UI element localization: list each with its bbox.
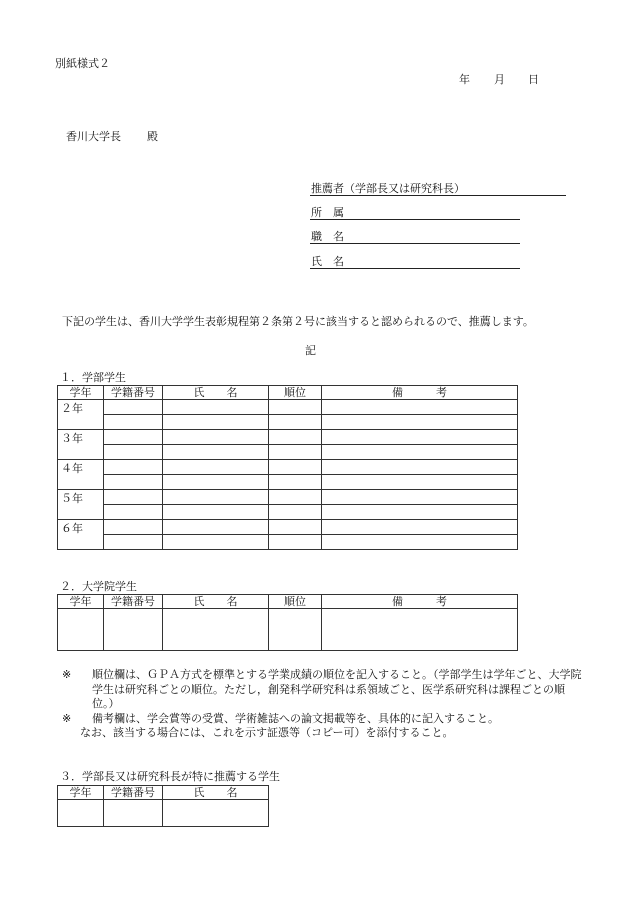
remarks-cell[interactable] xyxy=(322,460,518,475)
student-id-cell[interactable] xyxy=(104,475,163,490)
section2-title: ２．大学院学生 xyxy=(60,580,137,593)
remarks-cell[interactable] xyxy=(322,609,518,651)
rank-cell[interactable] xyxy=(269,460,322,475)
grade-cell[interactable] xyxy=(58,609,104,651)
remarks-cell[interactable] xyxy=(322,400,518,415)
note-remarks-instructions: 備考欄は、学会賞等の受賞、学術雑誌への論文掲載等を、具体的に記入すること。 xyxy=(92,711,499,725)
section3-title: ３．学部長又は研究科長が特に推薦する学生 xyxy=(60,770,280,783)
student-name-cell[interactable] xyxy=(163,490,269,505)
table-row xyxy=(58,505,518,520)
grade-label-4: ４年 xyxy=(58,460,104,490)
col-header-name: 氏 名 xyxy=(163,595,269,609)
date-year-label: 年 xyxy=(459,73,470,86)
name-label: 氏 名 xyxy=(311,255,344,268)
recommender-title-underline xyxy=(310,195,566,196)
student-id-cell[interactable] xyxy=(104,400,163,415)
grade-label-2: ２年 xyxy=(58,400,104,430)
col-header-grade: 学年 xyxy=(58,386,104,400)
remarks-cell[interactable] xyxy=(322,505,518,520)
remarks-cell[interactable] xyxy=(322,415,518,430)
grade-label-3: ３年 xyxy=(58,430,104,460)
table-row xyxy=(58,609,518,651)
name-field-line[interactable] xyxy=(310,268,520,269)
student-name-cell[interactable] xyxy=(163,445,269,460)
col-header-student-id: 学籍番号 xyxy=(104,595,163,609)
remarks-cell[interactable] xyxy=(322,475,518,490)
student-name-cell[interactable] xyxy=(163,475,269,490)
col-header-student-id: 学籍番号 xyxy=(104,386,163,400)
rank-cell[interactable] xyxy=(269,505,322,520)
remarks-cell[interactable] xyxy=(322,490,518,505)
rank-cell[interactable] xyxy=(269,415,322,430)
position-label: 職 名 xyxy=(311,230,344,243)
graduate-table xyxy=(57,594,518,651)
table-row xyxy=(58,475,518,490)
table-row xyxy=(58,415,518,430)
col-header-remarks: 備 考 xyxy=(322,595,518,609)
col-header-name: 氏 名 xyxy=(163,786,269,800)
student-name-cell[interactable] xyxy=(163,430,269,445)
student-name-cell[interactable] xyxy=(163,400,269,415)
table-row xyxy=(58,800,269,827)
note-mark: ※ xyxy=(62,668,72,681)
student-name-cell[interactable] xyxy=(163,460,269,475)
ki-heading: 記 xyxy=(305,344,316,357)
note-mark: ※ xyxy=(62,711,72,725)
table-row xyxy=(58,490,518,505)
remarks-cell[interactable] xyxy=(322,520,518,535)
undergraduate-table xyxy=(57,385,518,550)
rank-cell[interactable] xyxy=(269,445,322,460)
position-field-line[interactable] xyxy=(310,243,520,244)
form-label: 別紙様式２ xyxy=(55,57,110,70)
table-row xyxy=(58,535,518,550)
rank-cell[interactable] xyxy=(269,535,322,550)
rank-cell[interactable] xyxy=(269,430,322,445)
table-row xyxy=(58,430,518,445)
col-header-rank: 順位 xyxy=(269,595,322,609)
rank-cell[interactable] xyxy=(269,520,322,535)
col-header-student-id: 学籍番号 xyxy=(104,786,163,800)
grade-label-5: ５年 xyxy=(58,490,104,520)
student-id-cell[interactable] xyxy=(104,609,163,651)
note-attachment-instructions: なお、該当する場合には、これを示す証憑等（コピー可）を添付すること。 xyxy=(80,726,454,739)
student-id-cell[interactable] xyxy=(104,505,163,520)
student-id-cell[interactable] xyxy=(104,800,163,827)
remarks-cell[interactable] xyxy=(322,445,518,460)
notes-block xyxy=(62,668,582,741)
statement-text: 下記の学生は、香川大学学生表彰規程第２条第２号に該当すると認められるので、推薦します。 xyxy=(62,315,534,328)
student-name-cell[interactable] xyxy=(163,505,269,520)
special-recommendation-table xyxy=(57,785,269,827)
student-name-cell[interactable] xyxy=(163,609,269,651)
col-header-name: 氏 名 xyxy=(163,386,269,400)
table-row xyxy=(58,460,518,475)
date-month-label: 月 xyxy=(494,73,505,86)
grade-cell[interactable] xyxy=(58,800,104,827)
student-id-cell[interactable] xyxy=(104,415,163,430)
affiliation-field-line[interactable] xyxy=(310,219,520,220)
table-row xyxy=(58,400,518,415)
affiliation-label: 所 属 xyxy=(311,206,344,219)
rank-cell[interactable] xyxy=(269,609,322,651)
col-header-grade: 学年 xyxy=(58,786,104,800)
table-row xyxy=(58,520,518,535)
remarks-cell[interactable] xyxy=(322,535,518,550)
rank-cell[interactable] xyxy=(269,400,322,415)
col-header-grade: 学年 xyxy=(58,595,104,609)
rank-cell[interactable] xyxy=(269,475,322,490)
student-id-cell[interactable] xyxy=(104,430,163,445)
col-header-rank: 順位 xyxy=(269,386,322,400)
student-id-cell[interactable] xyxy=(104,520,163,535)
addressee-name: 香川大学長 xyxy=(66,130,121,143)
section1-title: １．学部学生 xyxy=(60,371,126,384)
note-rank-instructions: 順位欄は、ＧＰＡ方式を標準とする学業成績の順位を記入すること。（学部学生は学年ごと、大学院学生は研究科ごとの順位。ただし，創発科学研究科は系領域ごと、医学系研究科は課程ごとの順位。） xyxy=(92,668,582,710)
student-id-cell[interactable] xyxy=(104,445,163,460)
student-id-cell[interactable] xyxy=(104,490,163,505)
grade-label-6: ６年 xyxy=(58,520,104,550)
col-header-remarks: 備 考 xyxy=(322,386,518,400)
student-name-cell[interactable] xyxy=(163,800,269,827)
rank-cell[interactable] xyxy=(269,490,322,505)
student-name-cell[interactable] xyxy=(163,535,269,550)
recommender-title: 推薦者（学部長又は研究科長） xyxy=(311,182,465,195)
student-name-cell[interactable] xyxy=(163,415,269,430)
remarks-cell[interactable] xyxy=(322,430,518,445)
date-day-label: 日 xyxy=(528,73,539,86)
student-id-cell[interactable] xyxy=(104,460,163,475)
student-id-cell[interactable] xyxy=(104,535,163,550)
addressee-honorific: 殿 xyxy=(147,130,158,143)
student-name-cell[interactable] xyxy=(163,520,269,535)
table-row xyxy=(58,445,518,460)
